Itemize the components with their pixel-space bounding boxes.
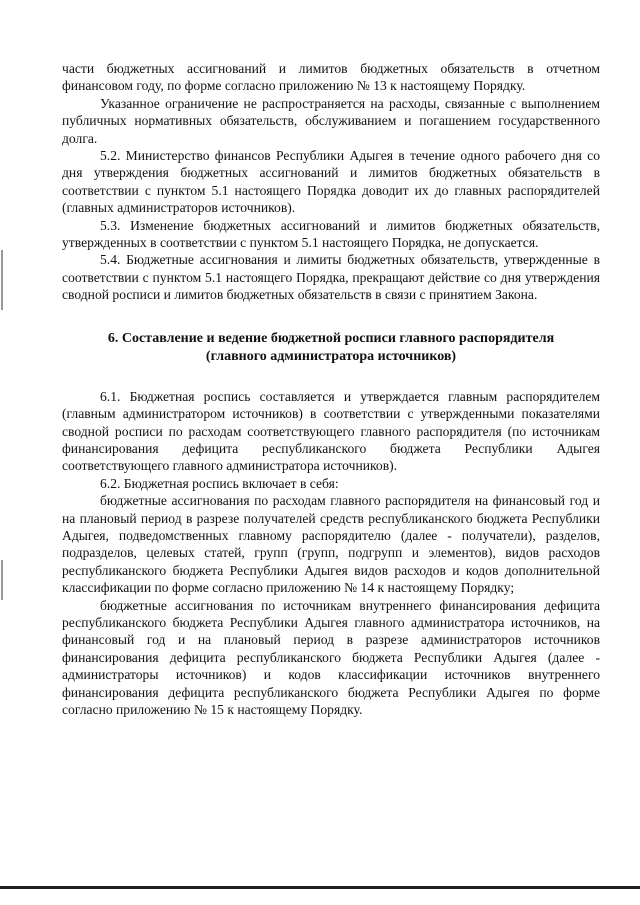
paragraph: бюджетные ассигнования по расходам главного распорядителя на финансовый год и на плановый период в разрезе получателей средств республиканского бюджета Республики Адыгея, подведомственных главному распорядителю (далее - получатели), разделов, подразделов, целевых статей, групп (групп, подгрупп и элементов), видов расходов республиканского бюджета Республики Адыгея видов расходов и кодов дополнительной классификации по форме согласно приложению № 14 к настоящему Порядку; [62,493,600,596]
paragraph: части бюджетных ассигнований и лимитов бюджетных обязательств в отчетном финансовом году, по форме согласно приложению № 13 к настоящему Порядку. [62,61,600,94]
paragraph: 6.1. Бюджетная роспись составляется и утверждается главным распорядителем (главным администратором источников) в соответствии с утвержденными показателями сводной росписи по расходам соответствующего главного распорядителя (по источникам финансирования дефицита республиканского бюджета Республики Адыгея соответствующего главного администратора источников). [62,388,600,474]
paragraph: 5.2. Министерство финансов Республики Адыгея в течение одного рабочего дня со дня утверждения бюджетных ассигнований и лимитов бюджетных обязательств в соответствии с пунктом 5.1 настоящего Порядка доводит их до главных распорядителей (главных администраторов источников). [62,148,600,216]
scan-edge-mark [1,250,3,310]
paragraph: 6.2. Бюджетная роспись включает в себя: [100,475,339,491]
document-body [62,60,600,718]
section-heading: 6. Составление и ведение бюджетной росписи главного распорядителя (главного администратора источников) [107,330,555,364]
paragraph: 5.4. Бюджетные ассигнования и лимиты бюджетных обязательств, утвержденные в соответствии с пунктом 5.1 настоящего Порядка, прекращают действие со дня утверждения сводной росписи и лимитов бюджетных обязательств в связи с принятием Закона. [62,252,600,303]
paragraph: Указанное ограничение не распространяется на расходы, связанные с выполнением публичных нормативных обязательств, обслуживанием и погашением государственного долга. [62,95,600,146]
scan-edge-mark [1,560,3,600]
paragraph: бюджетные ассигнования по источникам внутреннего финансирования дефицита республиканского бюджета Республики Адыгея главного администратора источников, на финансовый год и на плановый период в разрезе администраторов источников финансирования дефицита республиканского бюджета Республики Адыгея (далее - администраторы источников) и кодов классификации источников внутреннего финансирования дефицита республиканского бюджета Республики Адыгея по форме согласно приложению № 15 к настоящему Порядку. [62,597,600,717]
paragraph: 5.3. Изменение бюджетных ассигнований и лимитов бюджетных обязательств, утвержденных в соответствии с пунктом 5.1 настоящего Порядка, не допускается. [62,217,600,251]
bottom-border-line [0,886,640,889]
